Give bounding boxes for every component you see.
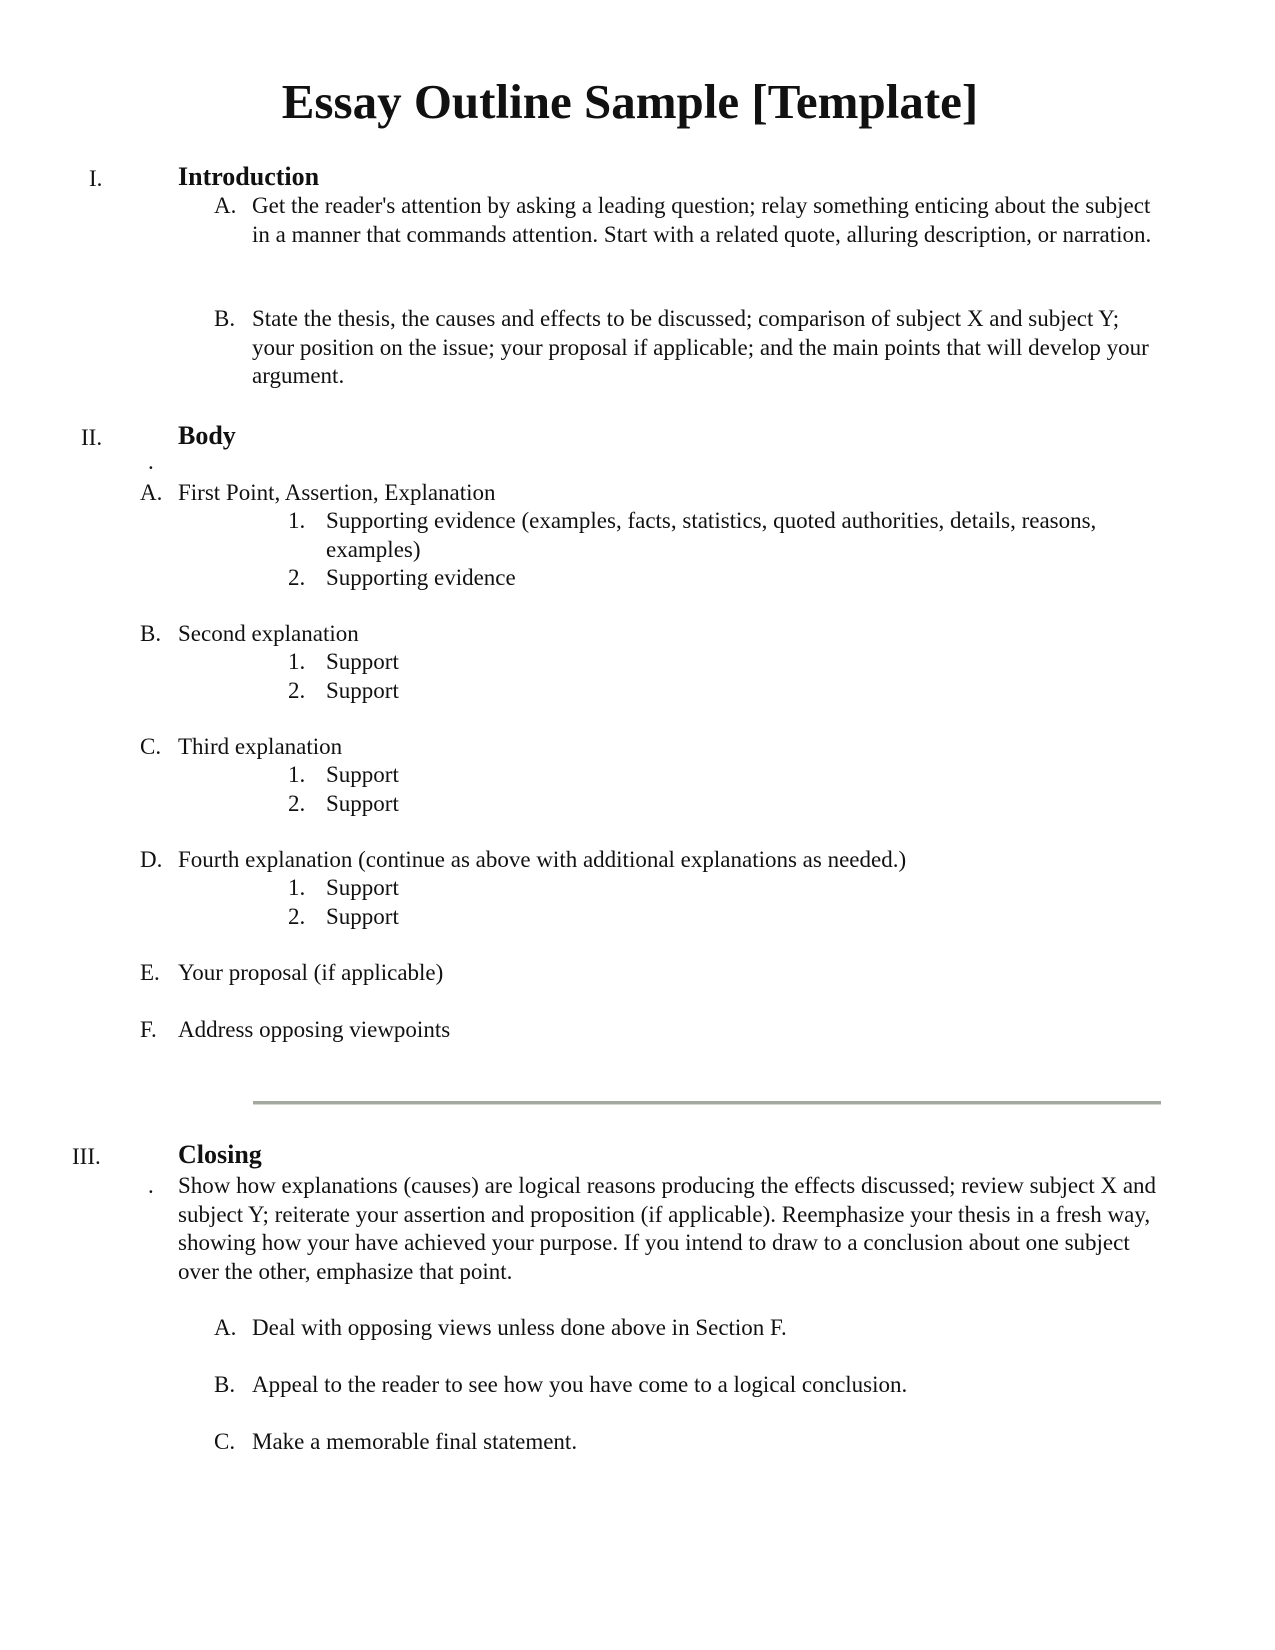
list-item	[140, 479, 1158, 508]
paragraph-text: Show how explanations (causes) are logical reasons producing the effects discussed; review subject X and subject Y; reiterate your assertion and proposition (if applicable). Reemphasize your thesis in a fresh way, showing how your have achieved your purpose. If you intend to draw to a conclusion about one subject over the other, emphasize that point.	[178, 1173, 1157, 1284]
item-text: Your proposal (if applicable)	[178, 960, 444, 985]
item-text: State the thesis, the causes and effects to be discussed; comparison of subject X and subject Y; your position on the issue; your proposal if applicable; and the main points that will develop your argument.	[252, 306, 1149, 388]
stray-mark: .	[148, 449, 154, 474]
sub-list-item	[288, 564, 1156, 593]
sub-item-marker: 1.	[288, 649, 306, 674]
list-item	[214, 192, 1157, 249]
item-marker: C.	[140, 734, 162, 759]
sub-list-item	[288, 874, 1156, 903]
item-marker: B.	[214, 1372, 236, 1397]
sub-item-marker: 2.	[288, 904, 306, 929]
item-marker: E.	[140, 960, 160, 985]
item-marker: A.	[214, 193, 237, 218]
sub-list-item	[288, 648, 1156, 677]
sub-item-text: Support	[326, 791, 399, 816]
sub-list-item	[288, 507, 1156, 564]
item-marker: C.	[214, 1429, 236, 1454]
list-item	[214, 1314, 1157, 1343]
item-text: Address opposing viewpoints	[178, 1017, 451, 1042]
sub-item-text: Support	[326, 904, 399, 929]
list-item	[140, 620, 1158, 649]
sub-item-text: Supporting evidence	[326, 565, 516, 590]
section-heading-introduction: Introduction	[178, 162, 320, 191]
section-numeral: III.	[72, 1144, 101, 1169]
item-marker: F.	[140, 1017, 157, 1042]
horizontal-divider	[253, 1101, 1161, 1105]
paragraph-marker: .	[148, 1173, 154, 1198]
sub-item-text: Support	[326, 649, 399, 674]
item-text: Fourth explanation (continue as above with additional explanations as needed.)	[178, 847, 907, 872]
sub-item-marker: 1.	[288, 508, 306, 533]
section-numeral: I.	[89, 166, 103, 191]
section-heading-closing: Closing	[178, 1140, 262, 1169]
page-title: Essay Outline Sample [Template]	[281, 74, 979, 129]
sub-list-item	[288, 677, 1156, 706]
list-item	[140, 733, 1158, 762]
sub-item-text: Support	[326, 762, 399, 787]
item-marker: A.	[140, 480, 163, 505]
sub-list-item	[288, 903, 1156, 932]
item-text: Make a memorable final statement.	[252, 1429, 578, 1454]
sub-item-text: Support	[326, 875, 399, 900]
item-text: Second explanation	[178, 621, 359, 646]
sub-item-text: Supporting evidence (examples, facts, statistics, quoted authorities, details, reasons, examples)	[326, 508, 1097, 562]
sub-item-marker: 1.	[288, 762, 306, 787]
sub-list-item	[288, 790, 1156, 819]
item-marker: A.	[214, 1315, 237, 1340]
item-marker: B.	[140, 621, 162, 646]
list-item	[214, 1371, 1157, 1400]
item-text: Deal with opposing views unless done above in Section F.	[252, 1315, 787, 1340]
list-item	[140, 846, 1178, 875]
section-numeral: II.	[81, 425, 103, 450]
sub-item-marker: 2.	[288, 678, 306, 703]
item-text: First Point, Assertion, Explanation	[178, 480, 496, 505]
list-item	[140, 959, 1158, 988]
item-marker: B.	[214, 306, 236, 331]
section-heading-body: Body	[178, 421, 236, 450]
item-text: Appeal to the reader to see how you have come to a logical conclusion.	[252, 1372, 908, 1397]
sub-item-marker: 2.	[288, 791, 306, 816]
item-marker: D.	[140, 847, 163, 872]
item-text: Get the reader's attention by asking a leading question; relay something enticing about the subject in a manner that commands attention. Start with a related quote, alluring description, or narration.	[252, 193, 1152, 247]
item-text: Third explanation	[178, 734, 343, 759]
list-item	[214, 1428, 1157, 1457]
list-item	[140, 1016, 1158, 1045]
list-item	[214, 305, 1157, 391]
sub-item-marker: 1.	[288, 875, 306, 900]
sub-list-item	[288, 761, 1156, 790]
sub-item-marker: 2.	[288, 565, 306, 590]
closing-paragraph	[148, 1172, 1163, 1286]
sub-item-text: Support	[326, 678, 399, 703]
